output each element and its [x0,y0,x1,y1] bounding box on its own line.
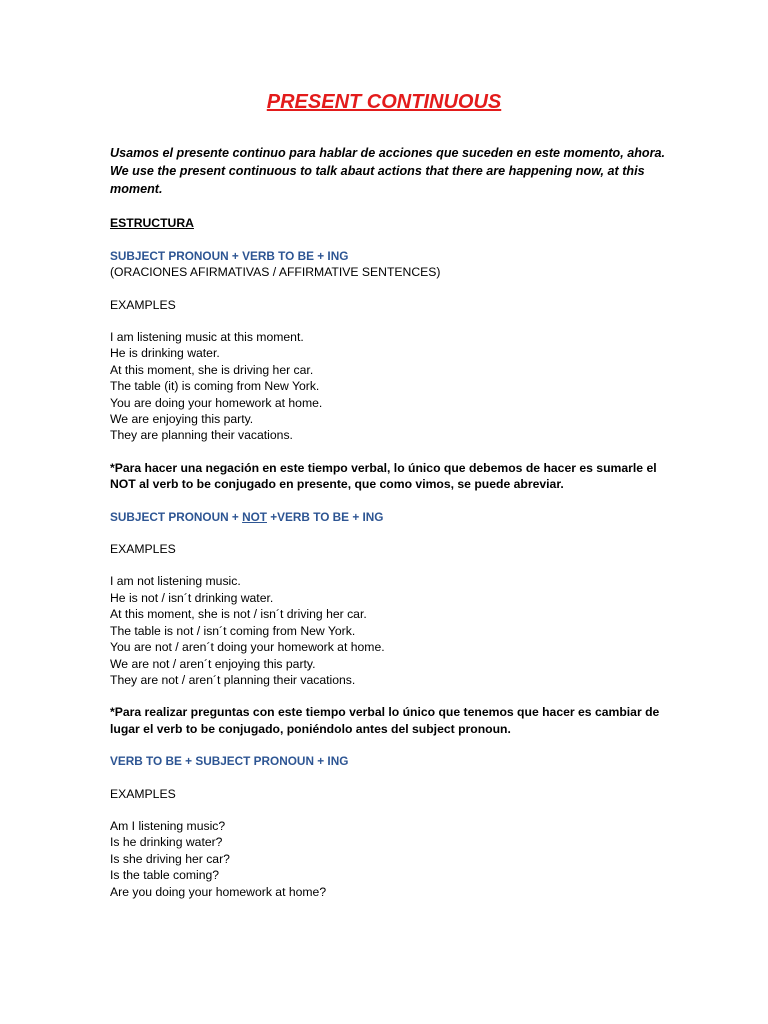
list-item: At this moment, she is not / isn´t driving her car. [110,607,367,622]
document-body [110,145,670,900]
question-examples-list [110,818,670,900]
list-item: I am not listening music. [110,574,241,589]
negative-examples-list [110,573,670,688]
list-item: Is he drinking water? [110,835,223,850]
intro-english: We use the present continuous to talk abaut actions that there are happening now, at this moment. [110,163,645,196]
negative-examples-label: EXAMPLES [110,542,176,557]
affirmative-examples-label: EXAMPLES [110,297,176,312]
negative-formula-part2: +VERB TO BE + ING [267,509,384,524]
list-item: The table (it) is coming from New York. [110,379,320,394]
list-item: We are enjoying this party. [110,412,254,427]
list-item: You are not / aren´t doing your homework at home. [110,640,385,655]
list-item: Is the table coming? [110,868,220,883]
list-item: At this moment, she is driving her car. [110,362,314,377]
negation-note: *Para hacer una negación en este tiempo verbal, lo único que debemos de hacer es sumarle el NOT al verb to be conjugado en presente, que como vimos, se puede abreviar. [110,460,657,492]
affirmative-formula: SUBJECT PRONOUN + VERB TO BE + ING [110,248,349,263]
list-item: Am I listening music? [110,818,226,833]
intro-spanish: Usamos el presente continuo para hablar de acciones que suceden en este momento, ahora. [110,146,665,160]
question-formula: VERB TO BE + SUBJECT PRONOUN + ING [110,754,349,769]
question-examples-label: EXAMPLES [110,786,176,801]
page-title: PRESENT CONTINUOUS [266,91,502,113]
list-item: Is she driving her car? [110,851,230,866]
negative-formula-part1: SUBJECT PRONOUN + [110,509,243,524]
question-note: *Para realizar preguntas con este tiempo verbal lo único que tenemos que hacer es cambiar de lugar el verb to be conjugado, poniéndolo antes del subject pronoun. [110,705,660,736]
list-item: Are you doing your homework at home? [110,884,327,899]
list-item: He is drinking water. [110,346,220,361]
list-item: I am listening music at this moment. [110,330,304,345]
list-item: The table is not / isn´t coming from New York. [110,623,356,638]
negative-formula-not: NOT [242,509,267,524]
intro-block [110,145,670,198]
list-item: You are doing your homework at home. [110,395,323,410]
list-item: He is not / isn´t drinking water. [110,590,274,605]
list-item: They are not / aren´t planning their vacations. [110,672,356,687]
affirmative-subtitle: (ORACIONES AFIRMATIVAS / AFFIRMATIVE SENTENCES) [110,265,441,280]
list-item: We are not / aren´t enjoying this party. [110,656,316,671]
structure-heading: ESTRUCTURA [110,216,194,231]
affirmative-examples-list [110,329,670,444]
negative-formula [110,509,670,525]
list-item: They are planning their vacations. [110,428,293,443]
